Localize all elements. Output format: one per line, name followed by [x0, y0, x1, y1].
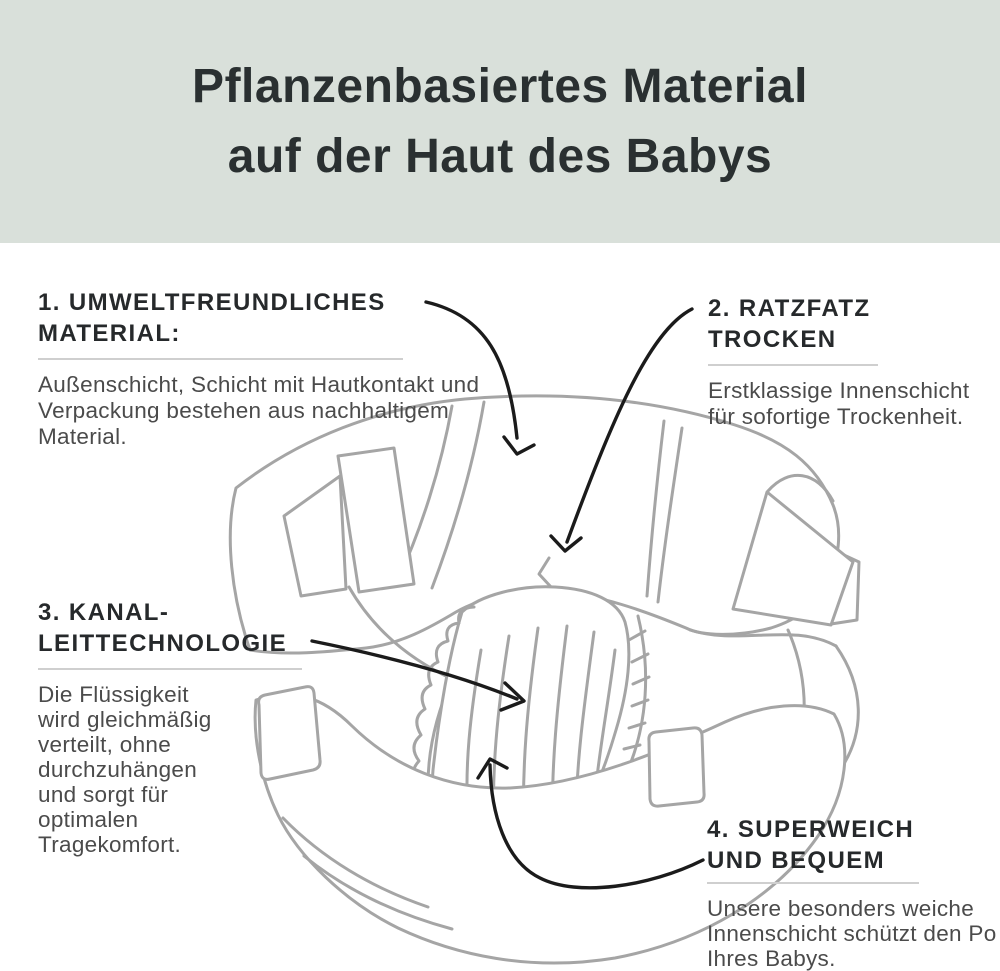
- callout-4-heading-line1: 4. SUPERWEICH: [707, 816, 915, 843]
- divider-rule: [38, 358, 403, 360]
- callout-3-body: Die Flüssigkeit wird gleichmäßig verteilt, ohne durchzuhängen und sorgt für optimalen Tragekomfort.: [38, 682, 212, 857]
- callout-2-heading: [708, 293, 1000, 355]
- front-right-tab: [649, 728, 704, 806]
- callout-3-heading-line1: 3. KANAL-: [38, 599, 170, 626]
- callout-1-heading: [38, 287, 508, 349]
- callout-4-body: Unsere besonders weiche Innenschicht schützt den Po Ihres Babys.: [707, 896, 997, 971]
- divider-rule: [708, 364, 878, 366]
- callout-1-heading-line2: MATERIAL:: [38, 320, 181, 347]
- divider-rule: [38, 668, 302, 670]
- callout-3-heading-line2: LEITTECHNOLOGIE: [38, 630, 287, 657]
- callout-3-heading: [38, 597, 358, 659]
- callout-quick-dry: [708, 293, 1000, 430]
- callout-1-heading-line1: 1. UMWELTFREUNDLICHES: [38, 289, 386, 316]
- callout-channel-technology: [38, 597, 358, 857]
- callout-eco-material: [38, 287, 508, 450]
- callout-4-heading-line2: UND BEQUEM: [707, 847, 886, 874]
- divider-rule: [707, 882, 919, 884]
- page-title-line2: auf der Haut des Babys: [227, 129, 773, 183]
- callout-2-heading-line1: 2. RATZFATZ: [708, 295, 871, 322]
- page-title-line1: Pflanzenbasiertes Material: [192, 59, 808, 113]
- callout-2-heading-line2: TROCKEN: [708, 326, 837, 353]
- callout-1-body: Außenschicht, Schicht mit Hautkontakt und Verpackung bestehen aus nachhaltigem Material.: [38, 372, 480, 449]
- callout-4-heading: [707, 814, 1000, 876]
- callout-2-body: Erstklassige Innenschicht für sofortige Trockenheit.: [708, 378, 970, 429]
- callout-soft-comfort: [707, 814, 1000, 971]
